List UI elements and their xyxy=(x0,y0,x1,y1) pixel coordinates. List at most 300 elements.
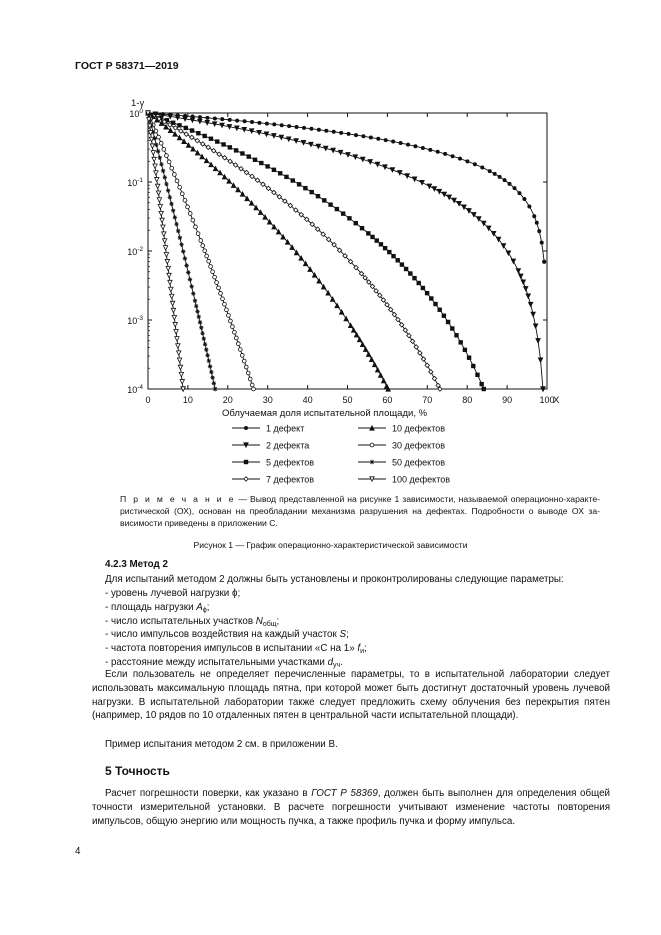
parameter-symbol: f xyxy=(357,643,361,655)
x-tick-label: 80 xyxy=(462,395,473,405)
series-marker-100 xyxy=(157,198,161,202)
series-line-7 xyxy=(148,113,440,389)
series-marker-30 xyxy=(170,166,174,170)
series-marker-100 xyxy=(168,280,172,284)
series-marker-50 xyxy=(191,291,195,295)
series-marker-100 xyxy=(169,294,173,298)
x-tick-label: 70 xyxy=(422,395,433,405)
y-tick-base: 10 xyxy=(127,247,138,257)
series-marker-2 xyxy=(324,146,328,150)
series-marker-1 xyxy=(528,205,531,208)
series-marker-5 xyxy=(322,199,326,203)
series-marker-50 xyxy=(156,149,160,153)
parameter-text: - число испытательных участков xyxy=(105,615,256,627)
series-marker-1 xyxy=(377,137,380,140)
series-marker-30 xyxy=(250,383,254,387)
series-marker-5 xyxy=(480,382,484,386)
series-marker-100 xyxy=(155,177,159,181)
legend-label: 7 дефектов xyxy=(266,474,315,485)
series-marker-100 xyxy=(169,287,173,291)
figure-caption: Рисунок 1 — График операционно-характеристической зависимости xyxy=(193,540,468,550)
series-marker-2 xyxy=(353,155,357,159)
series-marker-2 xyxy=(287,137,291,141)
series-marker-1 xyxy=(258,121,261,124)
series-marker-5 xyxy=(241,152,245,156)
series-marker-100 xyxy=(161,225,165,229)
series-marker-1 xyxy=(362,135,365,138)
series-marker-30 xyxy=(205,254,209,258)
series-marker-2 xyxy=(227,124,231,128)
series-marker-30 xyxy=(215,281,219,285)
series-marker-50 xyxy=(161,169,165,173)
series-marker-2 xyxy=(375,162,379,166)
series-marker-1 xyxy=(466,160,469,163)
series-marker-2 xyxy=(309,142,313,146)
series-marker-5 xyxy=(209,137,213,141)
series-marker-5 xyxy=(203,134,207,138)
series-marker-7 xyxy=(418,351,422,355)
series-marker-2 xyxy=(168,114,172,118)
series-marker-50 xyxy=(202,337,206,341)
legend-label: 5 дефектов xyxy=(266,457,315,468)
series-marker-100 xyxy=(164,253,168,257)
series-marker-100 xyxy=(149,137,153,141)
series-marker-1 xyxy=(369,136,372,139)
x-tick-label: 40 xyxy=(302,395,313,405)
legend-marker xyxy=(370,426,374,430)
series-marker-50 xyxy=(168,195,172,199)
x-tick-label: 60 xyxy=(382,395,393,405)
series-marker-2 xyxy=(526,294,530,298)
series-marker-2 xyxy=(427,184,431,188)
series-marker-2 xyxy=(294,139,298,143)
series-marker-100 xyxy=(180,380,184,384)
series-marker-1 xyxy=(498,175,501,178)
series-marker-1 xyxy=(354,133,357,136)
series-marker-2 xyxy=(183,117,187,121)
parameter-symbol: S xyxy=(339,629,347,641)
series-marker-50 xyxy=(200,331,204,335)
series-marker-30 xyxy=(246,371,250,375)
series-marker-7 xyxy=(211,149,215,153)
series-marker-2 xyxy=(390,168,394,172)
series-marker-1 xyxy=(444,152,447,155)
parameter-subscript: общ xyxy=(262,620,277,628)
series-marker-30 xyxy=(213,275,217,279)
parameter-item xyxy=(105,615,610,629)
series-marker-50 xyxy=(154,143,158,147)
series-marker-1 xyxy=(481,166,484,169)
series-marker-2 xyxy=(511,259,515,263)
parameter-subscript: ϕ xyxy=(202,606,207,614)
series-marker-2 xyxy=(242,127,246,131)
series-marker-7 xyxy=(432,376,436,380)
series-marker-1 xyxy=(302,126,305,129)
series-marker-5 xyxy=(316,194,320,198)
series-marker-30 xyxy=(203,249,207,253)
series-marker-5 xyxy=(197,131,201,135)
series-marker-100 xyxy=(152,157,156,161)
series-marker-2 xyxy=(536,339,540,343)
series-marker-100 xyxy=(171,308,175,312)
series-marker-30 xyxy=(157,135,161,139)
series-marker-7 xyxy=(414,345,418,349)
series-marker-50 xyxy=(171,208,175,212)
series-marker-5 xyxy=(404,267,408,271)
series-marker-5 xyxy=(438,308,442,312)
series-marker-1 xyxy=(508,182,511,185)
series-marker-2 xyxy=(398,171,402,175)
series-marker-1 xyxy=(518,191,521,194)
legend-label: 50 дефектов xyxy=(392,457,446,468)
series-marker-1 xyxy=(332,130,335,133)
series-marker-5 xyxy=(392,254,396,258)
series-marker-2 xyxy=(301,140,305,144)
series-marker-100 xyxy=(158,205,162,209)
series-marker-50 xyxy=(209,370,213,374)
parameter-punct: ; xyxy=(346,629,349,641)
series-marker-30 xyxy=(240,353,244,357)
series-marker-7 xyxy=(173,126,177,130)
series-marker-100 xyxy=(160,218,164,222)
series-marker-10 xyxy=(369,357,373,361)
series-marker-10 xyxy=(351,328,355,332)
series-marker-30 xyxy=(201,244,205,248)
method2-intro: Для испытаний методом 2 должны быть установлены и проконтролированы следующие параметры: xyxy=(105,574,564,585)
series-marker-2 xyxy=(235,126,239,130)
x-tick-label: 90 xyxy=(502,395,513,405)
series-marker-5 xyxy=(304,186,308,190)
series-marker-5 xyxy=(371,235,375,239)
y-tick-exponent: -2 xyxy=(137,246,143,253)
series-marker-2 xyxy=(190,118,194,122)
series-marker-7 xyxy=(429,370,433,374)
series-marker-1 xyxy=(392,140,395,143)
series-marker-2 xyxy=(316,144,320,148)
series-marker-5 xyxy=(450,327,454,331)
parameter-symbol: N xyxy=(255,615,263,627)
series-marker-1 xyxy=(340,131,343,134)
y-axis-title: 1-γ xyxy=(131,98,145,109)
series-marker-10 xyxy=(381,378,385,382)
accuracy-reference: ГОСТ Р 58369 xyxy=(311,788,378,799)
series-marker-50 xyxy=(183,256,187,260)
series-marker-50 xyxy=(158,156,162,160)
note-label: П р и м е ч а н и е xyxy=(120,494,236,504)
series-marker-1 xyxy=(243,120,246,123)
series-marker-1 xyxy=(317,128,320,131)
series-marker-2 xyxy=(220,123,224,127)
series-marker-1 xyxy=(273,123,276,126)
series-marker-2 xyxy=(524,286,528,290)
series-marker-5 xyxy=(266,165,270,169)
series-marker-7 xyxy=(201,142,205,146)
parameter-text: - уровень лучевой нагрузки ϕ; xyxy=(105,588,241,599)
section-heading-4-2-3: 4.2.3 Метод 2 xyxy=(105,559,168,570)
series-marker-2 xyxy=(412,177,416,181)
series-marker-2 xyxy=(175,115,179,119)
series-marker-10 xyxy=(357,337,361,341)
x-tick-label: 30 xyxy=(262,395,273,405)
series-marker-100 xyxy=(154,171,158,175)
series-marker-1 xyxy=(384,139,387,142)
series-marker-30 xyxy=(196,232,200,236)
y-tick-exponent: -1 xyxy=(137,177,143,184)
series-marker-10 xyxy=(372,362,376,366)
series-marker-50 xyxy=(169,202,173,206)
series-marker-5 xyxy=(400,263,404,267)
series-marker-50 xyxy=(197,315,201,319)
series-marker-100 xyxy=(167,273,171,277)
series-marker-1 xyxy=(198,116,201,119)
series-marker-100 xyxy=(175,337,179,341)
method2-paragraph xyxy=(92,668,610,723)
x-axis-title: Облучаемая доля испытательной площади, % xyxy=(222,408,428,419)
series-marker-2 xyxy=(279,135,283,139)
series-marker-50 xyxy=(166,188,170,192)
series-marker-1 xyxy=(399,141,402,144)
series-marker-1 xyxy=(280,124,283,127)
series-marker-30 xyxy=(230,325,234,329)
series-marker-5 xyxy=(396,259,400,263)
series-marker-5 xyxy=(367,232,371,236)
series-marker-50 xyxy=(212,381,216,385)
series-marker-5 xyxy=(383,246,387,250)
y-tick-label xyxy=(129,108,143,119)
parameter-item xyxy=(105,628,610,642)
series-marker-7 xyxy=(184,132,188,136)
series-marker-30 xyxy=(186,205,190,209)
series-marker-30 xyxy=(236,342,240,346)
series-marker-2 xyxy=(249,129,253,133)
series-marker-5 xyxy=(459,341,463,345)
series-marker-50 xyxy=(181,249,185,253)
series-marker-30 xyxy=(223,302,227,306)
series-marker-100 xyxy=(163,246,167,250)
series-marker-1 xyxy=(543,260,546,263)
series-marker-100 xyxy=(151,151,155,155)
series-marker-5 xyxy=(360,226,364,230)
y-tick-label xyxy=(127,246,143,257)
series-marker-7 xyxy=(410,339,414,343)
series-marker-50 xyxy=(188,277,192,281)
series-marker-50 xyxy=(208,364,212,368)
series-marker-5 xyxy=(184,126,188,130)
legend-label: 10 дефектов xyxy=(392,423,446,434)
y-tick-label xyxy=(127,315,143,326)
series-marker-5 xyxy=(228,146,232,150)
series-marker-5 xyxy=(471,364,475,368)
series-marker-1 xyxy=(213,117,216,120)
series-marker-2 xyxy=(361,157,365,161)
series-marker-2 xyxy=(447,195,451,199)
series-marker-5 xyxy=(260,161,264,165)
series-marker-5 xyxy=(434,302,438,306)
series-marker-50 xyxy=(189,284,193,288)
series-marker-100 xyxy=(176,344,180,348)
series-marker-50 xyxy=(205,353,209,357)
series-marker-1 xyxy=(458,157,461,160)
series-marker-1 xyxy=(414,145,417,148)
series-marker-7 xyxy=(217,152,221,156)
series-marker-2 xyxy=(257,130,261,134)
series-marker-10 xyxy=(360,342,364,346)
series-marker-100 xyxy=(181,387,185,391)
series-marker-50 xyxy=(184,263,188,267)
x-tick-label: 10 xyxy=(182,395,193,405)
series-marker-30 xyxy=(159,141,163,145)
series-marker-5 xyxy=(354,221,358,225)
legend-label: 1 дефект xyxy=(266,423,305,434)
legend-marker xyxy=(244,443,248,447)
series-marker-1 xyxy=(523,197,526,200)
series-marker-50 xyxy=(159,162,163,166)
series-marker-2 xyxy=(405,174,409,178)
parameter-list xyxy=(105,587,610,670)
series-marker-50 xyxy=(194,304,198,308)
series-marker-50 xyxy=(195,309,199,313)
series-marker-50 xyxy=(204,348,208,352)
series-marker-10 xyxy=(363,347,367,351)
series-marker-30 xyxy=(209,265,213,269)
series-marker-10 xyxy=(375,368,379,372)
series-marker-30 xyxy=(248,377,252,381)
parameter-item xyxy=(105,642,610,656)
series-marker-5 xyxy=(335,207,339,211)
series-marker-5 xyxy=(379,243,383,247)
series-marker-30 xyxy=(217,286,221,290)
parameter-punct: . xyxy=(340,656,343,668)
series-marker-2 xyxy=(521,280,525,284)
series-marker-5 xyxy=(413,276,417,280)
series-marker-5 xyxy=(341,212,345,216)
parameter-punct: ; xyxy=(276,615,280,627)
series-marker-5 xyxy=(171,121,175,125)
series-marker-5 xyxy=(409,272,413,276)
series-marker-5 xyxy=(442,314,446,318)
series-marker-5 xyxy=(482,387,486,391)
series-marker-100 xyxy=(155,184,159,188)
series-marker-30 xyxy=(191,218,195,222)
y-tick-label xyxy=(127,384,143,395)
legend-marker xyxy=(370,477,374,481)
series-marker-50 xyxy=(178,236,182,240)
series-marker-10 xyxy=(354,333,358,337)
series-marker-30 xyxy=(229,319,233,323)
series-marker-30 xyxy=(178,185,182,189)
series-marker-30 xyxy=(244,365,248,369)
series-marker-100 xyxy=(172,315,176,319)
x-tick-label: 0 xyxy=(145,395,151,405)
series-marker-2 xyxy=(368,160,372,164)
parameter-text: - частота повторения импульсов в испытании «С на 1» xyxy=(105,643,358,655)
series-marker-5 xyxy=(215,140,219,144)
series-marker-2 xyxy=(346,152,350,156)
series-marker-2 xyxy=(420,180,424,184)
accuracy-text-before: Расчет погрешности поверки, как указано в xyxy=(105,788,312,799)
series-marker-2 xyxy=(528,302,532,306)
series-line-1 xyxy=(148,113,544,262)
series-marker-2 xyxy=(272,134,276,138)
legend-label: 30 дефектов xyxy=(392,440,446,451)
y-tick-base: 10 xyxy=(129,109,140,119)
series-marker-30 xyxy=(183,198,187,202)
legend-label: 100 дефектов xyxy=(392,474,451,485)
series-marker-50 xyxy=(210,375,214,379)
series-marker-100 xyxy=(150,144,154,148)
series-marker-7 xyxy=(179,129,183,133)
series-marker-100 xyxy=(166,266,170,270)
series-marker-100 xyxy=(162,232,166,236)
series-marker-1 xyxy=(310,127,313,130)
series-marker-30 xyxy=(211,270,215,274)
x-tick-label: 20 xyxy=(222,395,233,405)
series-marker-7 xyxy=(190,135,194,139)
series-marker-1 xyxy=(295,125,298,128)
parameter-punct: ; xyxy=(206,601,210,613)
series-marker-1 xyxy=(488,170,491,173)
series-marker-5 xyxy=(234,149,238,153)
legend-marker xyxy=(244,460,248,464)
series-marker-1 xyxy=(228,118,231,121)
series-marker-2 xyxy=(442,192,446,196)
series-marker-30 xyxy=(199,239,203,243)
y-tick-label xyxy=(127,177,143,188)
series-marker-50 xyxy=(186,270,190,274)
parameter-symbol: A xyxy=(196,601,203,613)
series-marker-5 xyxy=(247,155,251,159)
series-marker-30 xyxy=(232,330,236,334)
series-marker-2 xyxy=(519,274,523,278)
legend-marker xyxy=(370,443,374,447)
series-marker-100 xyxy=(170,301,174,305)
series-marker-100 xyxy=(162,239,166,243)
series-marker-7 xyxy=(195,138,199,142)
series-marker-2 xyxy=(437,189,441,193)
series-marker-100 xyxy=(159,211,163,215)
series-marker-2 xyxy=(506,251,510,255)
series-marker-2 xyxy=(198,119,202,123)
y-tick-base: 10 xyxy=(127,316,138,326)
series-marker-50 xyxy=(173,215,177,219)
parameter-item xyxy=(105,587,610,601)
series-marker-5 xyxy=(455,333,459,337)
series-marker-2 xyxy=(331,148,335,152)
series-marker-1 xyxy=(236,119,239,122)
accuracy-paragraph xyxy=(92,787,610,828)
series-marker-1 xyxy=(503,179,506,182)
series-marker-30 xyxy=(165,154,169,158)
series-marker-1 xyxy=(540,241,543,244)
y-tick-exponent: -3 xyxy=(137,315,143,322)
series-marker-1 xyxy=(493,172,496,175)
series-marker-50 xyxy=(193,299,197,303)
method2-example: Пример испытания методом 2 см. в приложении В. xyxy=(105,739,338,750)
y-tick-base: 10 xyxy=(127,385,138,395)
series-marker-30 xyxy=(252,387,256,391)
series-marker-30 xyxy=(162,147,166,151)
legend-marker xyxy=(370,460,374,464)
series-marker-1 xyxy=(421,146,424,149)
accuracy-text-after: , должен быть выполнен для определения общей точности измерительной установки. В расчете погрешности учитывают изменение частоты повторения импульсов, общую энергию или мощность пучка, а также профиль пучка и форму импульса. xyxy=(92,788,610,827)
series-marker-5 xyxy=(285,175,289,179)
series-marker-30 xyxy=(194,225,198,229)
series-marker-5 xyxy=(178,124,182,128)
series-marker-5 xyxy=(190,129,194,133)
series-marker-2 xyxy=(383,165,387,169)
page-number: 4 xyxy=(75,846,81,857)
series-marker-2 xyxy=(338,150,342,154)
